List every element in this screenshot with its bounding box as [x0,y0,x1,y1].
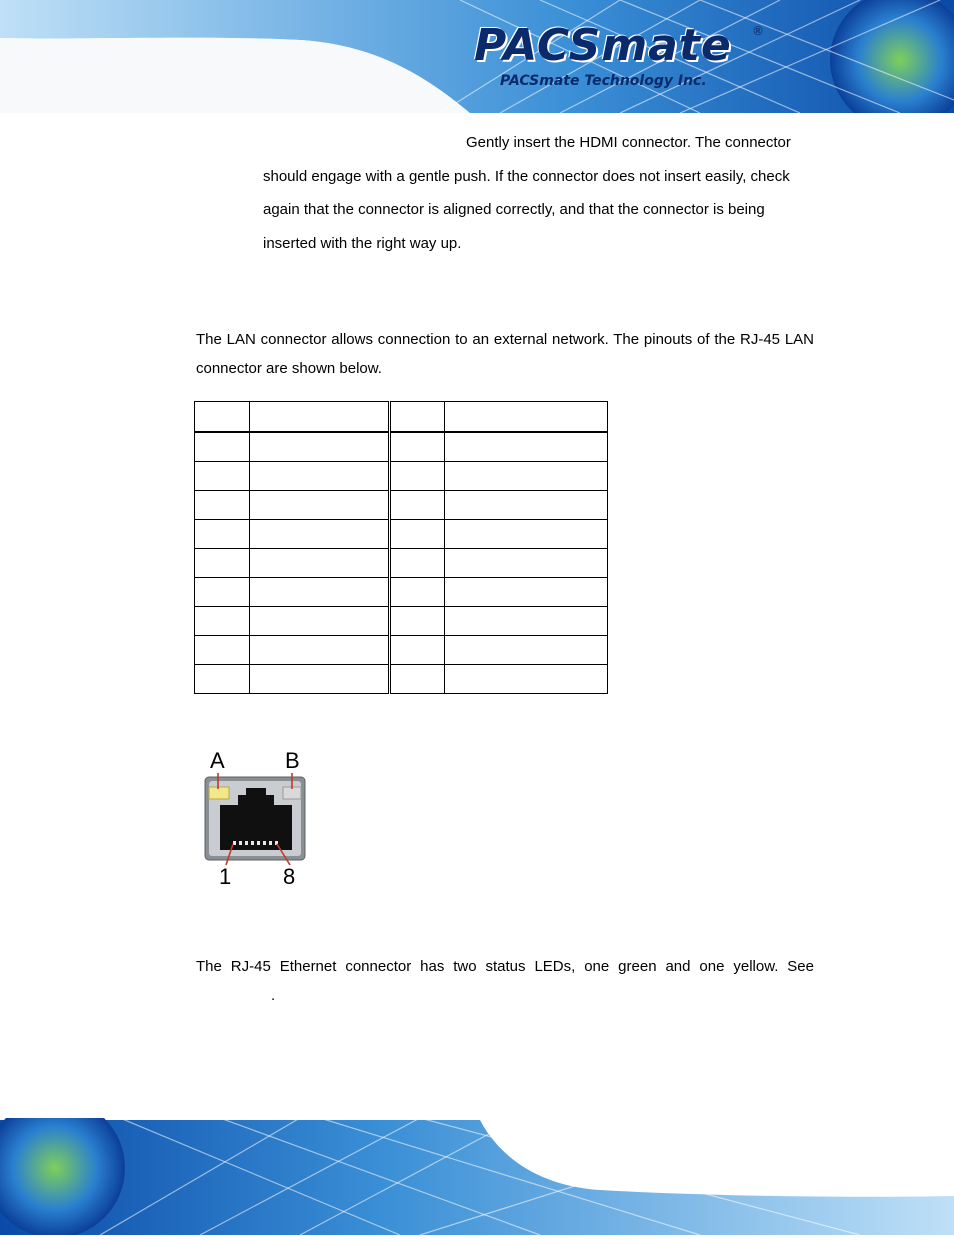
table-cell [445,432,608,462]
table-cell [195,636,250,665]
table-cell [445,462,608,491]
table-cell [195,520,250,549]
table-cell [445,578,608,607]
table-cell [195,665,250,694]
table-cell [195,607,250,636]
table-cell [249,549,389,578]
table-cell [389,665,445,694]
table-cell [389,491,445,520]
table-cell [249,665,389,694]
pin-1-label: 1 [219,864,232,889]
footer-banner [0,1118,954,1235]
table-row [195,432,608,462]
led-description-line-2: . [271,987,276,1004]
table-cell [249,636,389,665]
table-row [195,636,608,665]
led-description [196,952,814,1010]
table-cell [389,402,445,433]
footer-globe-graphic [0,1118,954,1235]
table-cell [445,665,608,694]
hdmi-step-line-1: Gently insert the HDMI connector. The connector [466,134,791,151]
table-row [195,549,608,578]
hdmi-step-line-2: should engage with a gentle push. If the connector does not insert easily, check [263,167,790,185]
table-cell [195,578,250,607]
table-cell [445,491,608,520]
table-row [195,607,608,636]
table-cell [249,402,389,433]
table-cell [445,549,608,578]
hdmi-step-line-4: inserted with the right way up. [263,234,462,252]
table-cell [389,607,445,636]
table-cell [249,491,389,520]
table-cell [249,432,389,462]
table-cell [249,607,389,636]
table-cell [445,402,608,433]
table-cell [195,549,250,578]
table-cell [249,578,389,607]
table-row [195,578,608,607]
led-a-indicator [209,787,229,799]
table-cell [389,636,445,665]
header-banner [0,0,954,113]
table-row [195,665,608,694]
table-cell [389,520,445,549]
table-cell [445,607,608,636]
led-a-label: A [210,748,225,773]
led-description-line-1: The RJ-45 Ethernet connector has two status LEDs, one green and one yellow. See [196,958,814,975]
company-name: PACSmate Technology Inc. [500,73,707,89]
table-cell [249,520,389,549]
led-b-label: B [285,748,300,773]
table-cell [445,636,608,665]
table-cell [195,402,250,433]
table-cell [195,491,250,520]
table-cell [389,462,445,491]
brand-logo: PACSmate [474,20,732,71]
table-cell [389,432,445,462]
lan-intro-paragraph: The LAN connector allows connection to an external network. The pinouts of the RJ-45 LAN connector are shown below. [196,331,814,377]
table-cell [195,462,250,491]
registered-mark: ® [752,24,764,38]
table-header-row [195,402,608,433]
hdmi-step-line-3: again that the connector is aligned correctly, and that the connector is being [263,201,765,218]
rj45-connector-diagram [200,745,320,895]
pin-8-label: 8 [283,864,296,889]
table-cell [389,578,445,607]
table-cell [445,520,608,549]
table-cell [195,432,250,462]
table-cell [249,462,389,491]
table-cell [389,549,445,578]
table-row [195,520,608,549]
lan-pinout-table [194,401,608,694]
hdmi-step-text [263,126,823,260]
table-row [195,491,608,520]
table-row [195,462,608,491]
